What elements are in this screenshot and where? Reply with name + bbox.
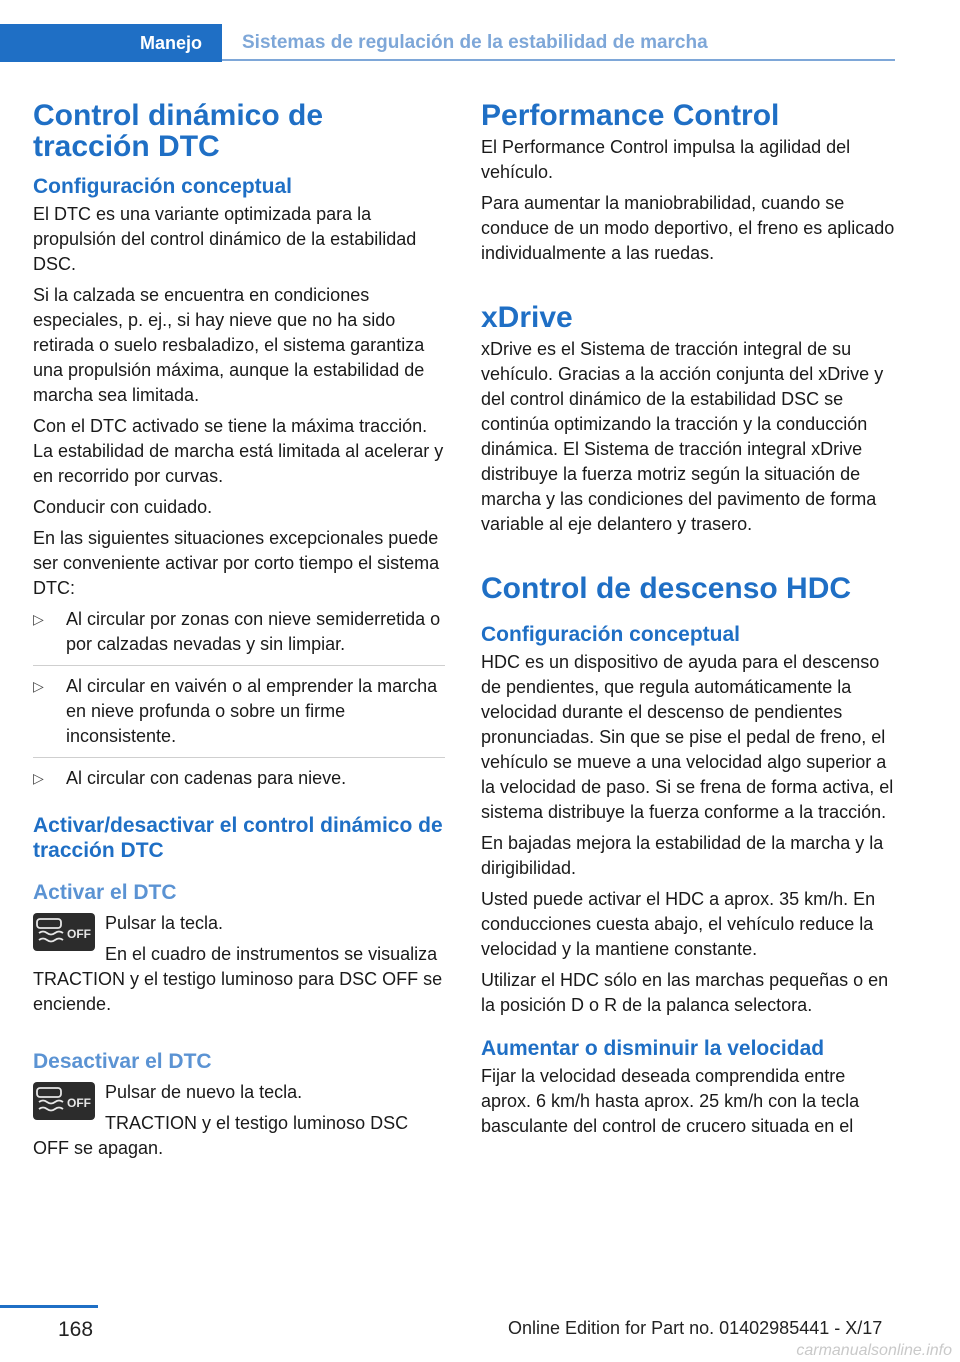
dsc-off-button-icon (33, 1082, 95, 1120)
list-divider (33, 665, 445, 666)
list-item: ▷ Al circular por zonas con nieve semiderretida o por calzadas nevadas y sin limpiar. (33, 609, 441, 654)
dtc-heading: Control dinámico de tracción DTC (33, 99, 324, 163)
header-underline (222, 59, 895, 61)
triangle-bullet-icon: ▷ (33, 611, 44, 627)
dtc-paragraph: En las siguientes situaciones excepcionales puede ser conveniente activar por corto tiempo el sistema DTC: (33, 528, 440, 598)
header-chapter-title: Sistemas de regulación de la estabilidad de marcha (242, 32, 708, 53)
performance-paragraph: El Performance Control impulsa la agilidad del vehículo. (481, 137, 851, 182)
activate-step: En el cuadro de instrumentos se visualiza TRACTION y el testigo luminoso para DSC OFF se enciende. (33, 944, 443, 1014)
deactivate-step: Pulsar de nuevo la tecla. (105, 1082, 303, 1102)
list-item: ▷ Al circular en vaivén o al emprender la marcha en nieve profunda o sobre un firme inconsistente. (33, 676, 438, 746)
deactivate-dtc-heading: Desactivar el DTC (33, 1050, 212, 1073)
hdc-concept-heading: Configuración conceptual (481, 623, 741, 646)
page-number: 168 (58, 1318, 94, 1341)
dsc-off-button-icon (33, 913, 95, 951)
svg-text:OFF: OFF (67, 927, 91, 941)
right-column (481, 100, 896, 1145)
list-item: ▷ Al circular con cadenas para nieve. (33, 766, 445, 791)
dtc-concept-heading: Configuración conceptual (33, 175, 293, 198)
hdc-heading: Control de descenso HDC (481, 572, 852, 605)
activate-dtc-heading: Activar el DTC (33, 881, 177, 904)
situations-list (33, 607, 445, 791)
header-accent-bar (0, 24, 120, 62)
deactivate-step: TRACTION y el testigo luminoso DSC OFF se apagan. (33, 1113, 409, 1158)
page-header (0, 24, 895, 62)
list-divider (33, 757, 445, 758)
xdrive-heading: xDrive (481, 301, 573, 334)
edition-note: Online Edition for Part no. 01402985441 - X/17 (508, 1318, 883, 1338)
hdc-paragraph: En bajadas mejora la estabilidad de la marcha y la dirigibilidad. (481, 833, 884, 878)
site-watermark: carmanualsonline.info (796, 1342, 952, 1359)
dtc-toggle-heading: Activar/desactivar el control dinámico de tracción DTC (33, 814, 443, 862)
dtc-paragraph: Conducir con cuidado. (33, 497, 213, 517)
speed-paragraph: Fijar la velocidad deseada comprendida entre aprox. 6 km/h hasta aprox. 25 km/h con la tecla basculante del control de crucero situada en el (481, 1066, 860, 1136)
performance-paragraph: Para aumentar la maniobrabilidad, cuando se conduce de un modo deportivo, el freno es aplicado individualmente a las ruedas. (481, 193, 895, 263)
footer-accent-line (0, 1305, 98, 1308)
activate-step: Pulsar la tecla. (105, 913, 224, 933)
hdc-paragraph: HDC es un dispositivo de ayuda para el descenso de pendientes, que regula automáticamente la velocidad durante el descenso de pendientes pronunciadas. Sin que se pise el pedal de freno, el vehículo se mueve a una velocidad algo superior a la velocidad de paso. Si se frena de forma activa, el sistema distribuye la fuerza conforme a la tracción. (481, 652, 894, 822)
header-section-tab[interactable]: Manejo (120, 24, 222, 62)
left-column (33, 100, 445, 1167)
xdrive-paragraph: xDrive es el Sistema de tracción integral de su vehículo. Gracias a la acción conjunta del xDrive y del control dinámico de la estabilidad DSC se continúa optimizando la tracción y la conducción dinámica. El Sistema de tracción integral xDrive distribuye la fuerza motriz según la situación de marcha y las condiciones del pavimento de forma variable al eje delantero y trasero. (481, 339, 884, 534)
hdc-paragraph: Utilizar el HDC sólo en las marchas pequeñas o en la posición D o R de la palanca selectora. (481, 970, 889, 1015)
speed-adjust-heading: Aumentar o disminuir la velocidad (481, 1037, 825, 1060)
dtc-paragraph: Si la calzada se encuentra en condiciones especiales, p. ej., si hay nieve que no ha sido retirada o suelo resbaladizo, el sistema garantiza una propulsión máxima, aunque la estabilidad de marcha sea limitada. (33, 285, 425, 405)
triangle-bullet-icon: ▷ (33, 770, 44, 786)
triangle-bullet-icon: ▷ (33, 678, 44, 694)
dtc-paragraph: El DTC es una variante optimizada para la propulsión del control dinámico de la estabilidad DSC. (33, 204, 417, 274)
dtc-paragraph: Con el DTC activado se tiene la máxima tracción. La estabilidad de marcha está limitada al acelerar y en recorrido por curvas. (33, 416, 444, 486)
performance-control-heading: Performance Control (481, 99, 780, 132)
svg-text:OFF: OFF (67, 1096, 91, 1110)
hdc-paragraph: Usted puede activar el HDC a aprox. 35 km/h. En conducciones cuesta abajo, el vehículo reduce la velocidad y la mantiene constante. (481, 889, 876, 959)
